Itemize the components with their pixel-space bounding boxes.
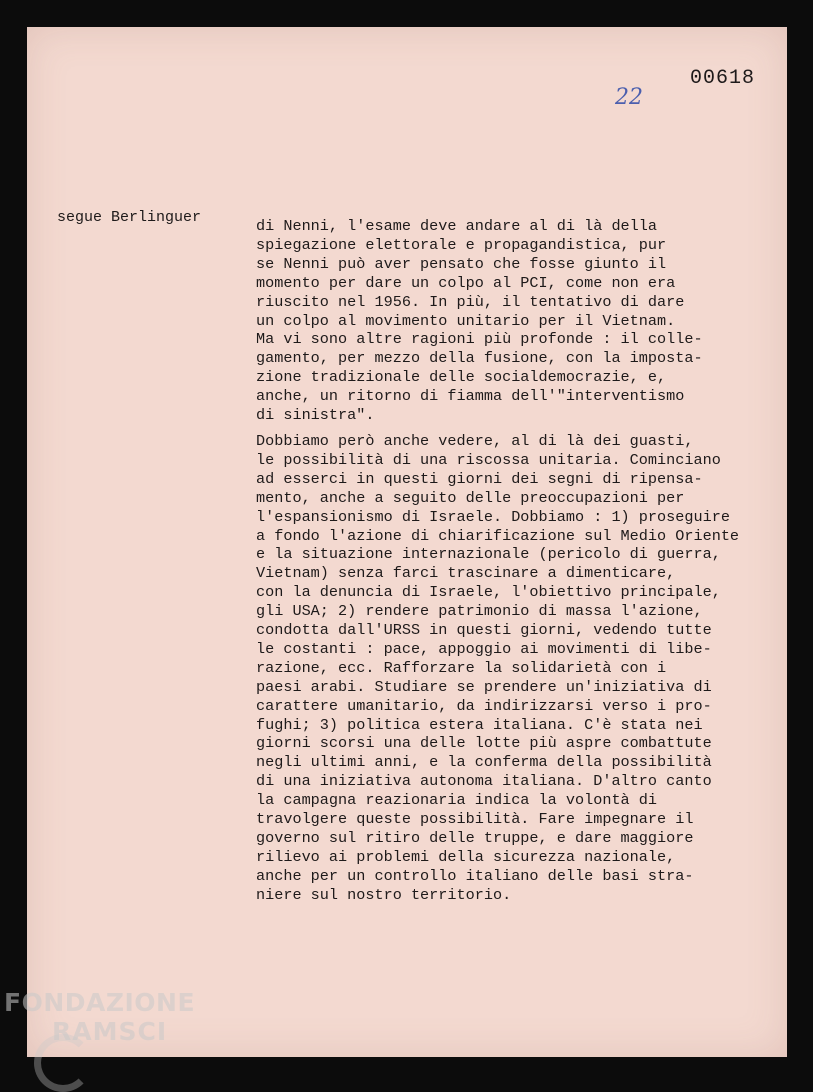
text-line: travolgere queste possibilità. Fare impegnare il [256,810,694,829]
text-line: momento per dare un colpo al PCI, come non era [256,273,676,292]
text-line: paesi arabi. Studiare se prendere un'iniziativa di [256,677,712,696]
text-line: a fondo l'azione di chiarificazione sul Medio Oriente [256,526,740,545]
body-text [256,217,791,905]
text-line: di una iniziativa autonoma italiana. D'altro canto [256,772,712,791]
paragraph [256,217,791,425]
text-line: di sinistra". [256,406,375,425]
text-line: gamento, per mezzo della fusione, con la imposta- [256,349,703,368]
text-line: e la situazione internazionale (pericolo di guerra, [256,545,721,564]
text-line: carattere umanitario, da indirizzarsi verso i pro- [256,696,712,715]
watermark-line-1: FONDAZIONE [4,988,196,1017]
text-line: Dobbiamo però anche vedere, al di là dei guasti, [256,431,694,450]
text-line: rilievo ai problemi della sicurezza nazionale, [256,847,676,866]
text-line: riuscito nel 1956. In più, il tentativo di dare [256,292,685,311]
text-line: di Nenni, l'esame deve andare al di là della [256,217,658,235]
text-line: con la denuncia di Israele, l'obiettivo principale, [256,583,721,602]
document-page [27,27,787,1057]
text-line: ad esserci in questi giorni dei segni di ripensa- [256,469,703,488]
text-line: le possibilità di una riscossa unitaria. Cominciano [256,450,721,469]
page-number: 00618 [689,67,755,90]
text-line: le costanti : pace, appoggio ai movimenti di libe- [256,639,712,658]
text-line: spiegazione elettorale e propagandistica, pur [256,235,667,254]
text-line: mento, anche a seguito delle preoccupazioni per [256,488,685,507]
handwritten-note: 22 [615,85,643,110]
text-line: la campagna reazionaria indica la volontà di [256,791,658,810]
text-line: giorni scorsi una delle lotte più aspre combattute [256,734,712,753]
text-line: niere sul nostro territorio. [256,885,512,904]
text-line: negli ultimi anni, e la conferma della possibilità [256,753,712,772]
text-line: Ma vi sono altre ragioni più profonde : il colle- [256,330,703,349]
text-line: fughi; 3) politica estera italiana. C'è stata nei [256,715,703,734]
text-line: anche, un ritorno di fiamma dell'"interventismo [256,387,685,406]
archive-watermark [4,990,195,1044]
text-line: razione, ecc. Rafforzare la solidarietà con i [256,658,667,677]
text-line: condotta dall'URSS in questi giorni, vedendo tutte [256,621,712,640]
speaker-label: segue Berlinguer [57,209,202,226]
watermark-g-logo [34,1034,92,1092]
text-line: zione tradizionale delle socialdemocrazie, e, [256,368,667,387]
text-line: anche per un controllo italiano delle basi stra- [256,866,694,885]
text-line: governo sul ritiro delle truppe, e dare maggiore [256,829,694,847]
text-line: l'espansionismo di Israele. Dobbiamo : 1) proseguire [256,507,730,526]
text-line: Vietnam) senza farci trascinare a dimenticare, [256,564,676,583]
text-line: un colpo al movimento unitario per il Vietnam. [256,311,676,330]
text-line: se Nenni può aver pensato che fosse giunto il [256,254,667,273]
text-line: gli USA; 2) rendere patrimonio di massa l'azione, [256,602,703,621]
watermark-line-2-text: RAMSCI [52,1017,168,1046]
watermark-line-2 [4,1019,195,1044]
paragraph [256,432,791,905]
